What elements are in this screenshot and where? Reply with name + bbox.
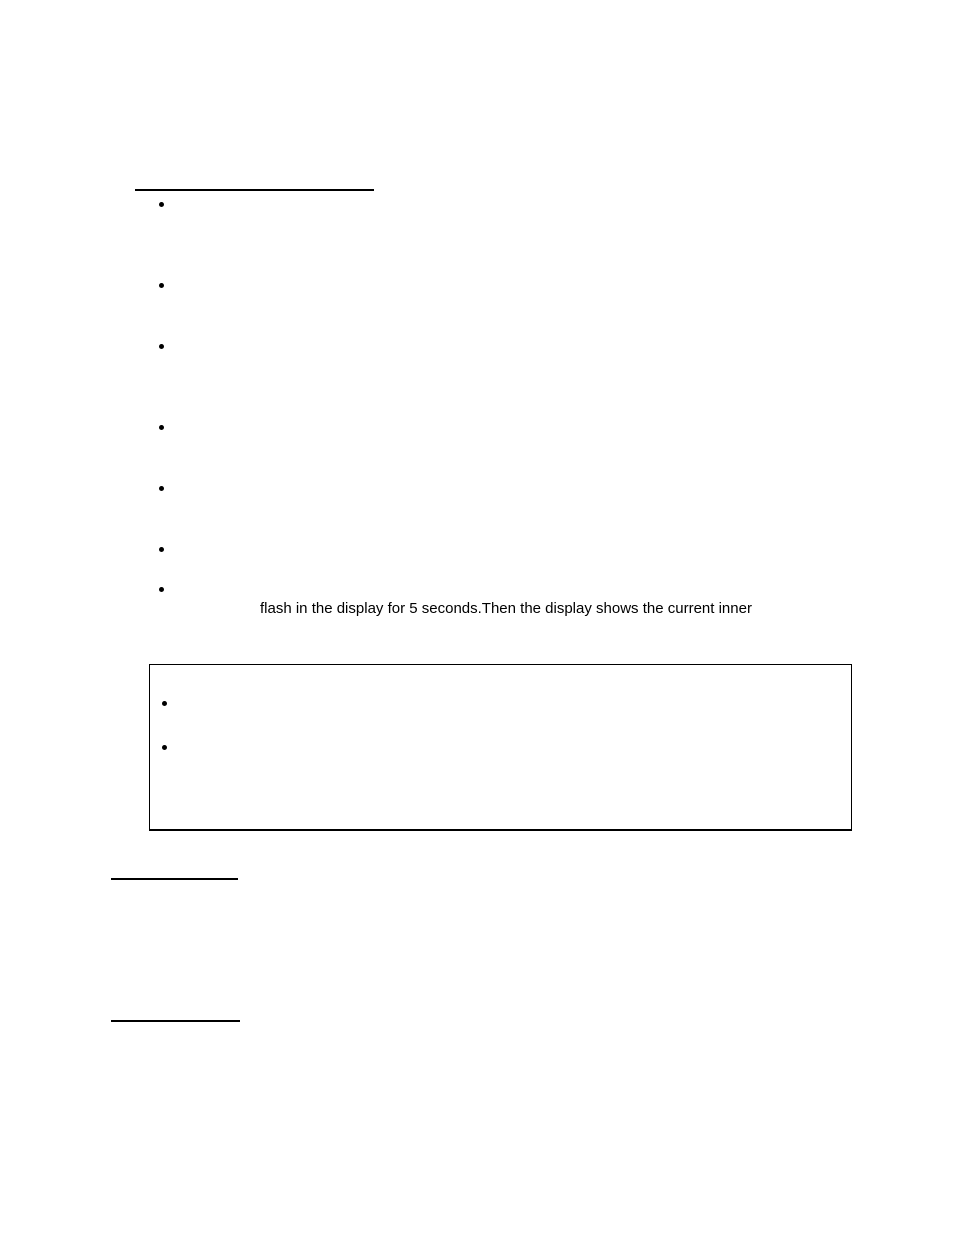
bullet-icon [159,425,164,430]
bullet-icon [159,486,164,491]
bullet-icon [159,344,164,349]
bullet-icon [159,202,164,207]
bullet-icon [159,587,164,592]
note-box [149,664,852,831]
bullet-icon [162,745,167,750]
section-one-heading-underline [135,189,374,191]
bullet-icon [159,283,164,288]
list-item-continuation-text: flash in the display for 5 seconds.Then the display shows the current inner [260,600,752,617]
section-two-heading-underline [111,878,238,880]
bullet-icon [159,547,164,552]
section-three-heading-underline [111,1020,240,1022]
bullet-icon [162,701,167,706]
